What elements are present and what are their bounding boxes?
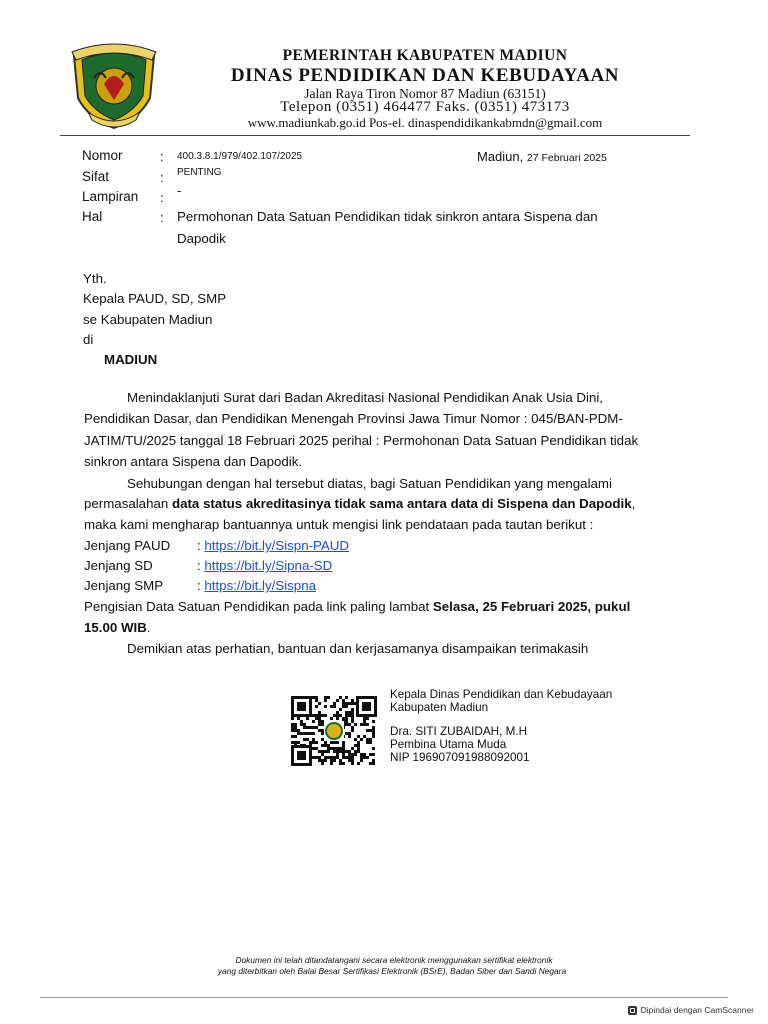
sifat-value: PENTING (177, 167, 222, 178)
link-sep: : (197, 578, 205, 593)
lampiran-value: - (177, 183, 182, 198)
addressee-to: Kepala PAUD, SD, SMP (83, 291, 227, 306)
deadline-text: Pengisian Data Satuan Pendidikan pada link paling lambat (84, 599, 433, 614)
letterhead-divider (60, 135, 690, 136)
esign-note-line1: Dokumen ini telah ditandatangani secara elektronik menggunakan sertifikat elektronik (235, 955, 553, 965)
paragraph2-line2 (84, 496, 635, 511)
signer-rank: Pembina Utama Muda (390, 738, 507, 751)
link-label: Jenjang SD (84, 558, 153, 573)
addressee-yth: Yth. (83, 271, 107, 286)
link-row-paud (84, 538, 349, 553)
link-row-smp (84, 578, 316, 593)
link-label: Jenjang PAUD (84, 538, 171, 553)
nomor-label: Nomor (82, 148, 123, 163)
letterhead-web-email: www.madiunkab.go.id Pos-el. dinaspendidikankabmdn@gmail.com (247, 115, 603, 130)
letter-date: 27 Februari 2025 (526, 152, 607, 164)
signature-qr-code (291, 696, 377, 766)
addressee-di: di (83, 332, 94, 347)
paragraph1-line4: sinkron antara Sispena dan Dapodik. (84, 454, 303, 469)
lampiran-label: Lampiran (82, 189, 139, 204)
letterhead-phone: Telepon (0351) 464477 Faks. (0351) 473173 (280, 99, 570, 115)
sifat-label: Sifat (82, 169, 110, 184)
esign-note-line2: yang diterbitkan oleh Balai Besar Sertifikasi Elektronik (BSrE), Badan Siber dan Sandi Negara (217, 966, 567, 976)
place: Madiun, (477, 149, 524, 164)
link-label: Jenjang SMP (84, 578, 164, 593)
letterhead-government: PEMERINTAH KABUPATEN MADIUN (282, 47, 568, 64)
closing-line: Demikian atas perhatian, bantuan dan kerjasamanya disampaikan terimakasih (127, 641, 589, 656)
camscanner-icon (628, 1006, 637, 1015)
camscanner-watermark (628, 1005, 754, 1015)
paragraph1-line1: Menindaklanjuti Surat dari Badan Akreditasi Nasional Pendidikan Anak Usia Dini, (127, 390, 604, 405)
signer-nip: NIP 196907091988092001 (390, 751, 530, 764)
lampiran-colon: : (160, 190, 164, 205)
deadline-period: . (146, 620, 151, 635)
paragraph2-emphasis: data status akreditasinya tidak sama antara data di Sispena dan Dapodik (171, 496, 632, 511)
link-sep: : (197, 538, 205, 553)
paragraph1-line3: JATIM/TU/2025 tanggal 18 Februari 2025 perihal : Permohonan Data Satuan Pendidikan tidak (84, 433, 639, 448)
footer-divider (40, 997, 728, 998)
hal-colon: : (160, 210, 164, 225)
signer-title-line1: Kepala Dinas Pendidikan dan Kebudayaan (390, 688, 613, 701)
paragraph1-line2: Pendidikan Dasar, dan Pendidikan Menengah Provinsi Jawa Timur Nomor : 045/BAN-PDM- (84, 411, 623, 426)
signer-title-line2: Kabupaten Madiun (390, 701, 489, 714)
hal-value-line1: Permohonan Data Satuan Pendidikan tidak sinkron antara Sispena dan (177, 209, 598, 224)
deadline-line2 (84, 620, 151, 635)
letterhead-address: Jalan Raya Tiron Nomor 87 Madiun (63151) (304, 86, 546, 101)
sifat-colon: : (160, 170, 164, 185)
link-smp[interactable]: https://bit.ly/Sispna (204, 578, 316, 593)
kabupaten-madiun-logo (66, 38, 162, 130)
link-sep: : (197, 558, 205, 573)
addressee-city: MADIUN (104, 352, 158, 367)
deadline-date: Selasa, 25 Februari 2025, pukul (432, 599, 631, 614)
link-paud[interactable]: https://bit.ly/Sispn-PAUD (204, 538, 349, 553)
camscanner-text: Dipindai dengan CamScanner (640, 1005, 754, 1015)
nomor-colon: : (160, 149, 164, 164)
hal-value-line2: Dapodik (177, 231, 226, 246)
deadline-time: 15.00 WIB (84, 620, 147, 635)
paragraph2-text: permasalahan (84, 496, 172, 511)
paragraph2-line1: Sehubungan dengan hal tersebut diatas, bagi Satuan Pendidikan yang mengalami (127, 476, 612, 491)
link-sd[interactable]: https://bit.ly/Sipna-SD (204, 558, 333, 573)
paragraph2-comma: , (631, 496, 636, 511)
nomor-value: 400.3.8.1/979/402.107/2025 (177, 151, 303, 162)
addressee-region: se Kabupaten Madiun (83, 312, 213, 327)
paragraph2-line3: maka kami mengharap bantuannya untuk mengisi link pendataan pada tautan berikut : (84, 517, 594, 532)
signer-name: Dra. SITI ZUBAIDAH, M.H (390, 725, 528, 738)
hal-label: Hal (82, 209, 103, 224)
link-row-sd (84, 558, 332, 573)
place-date (477, 149, 607, 164)
letterhead-agency: DINAS PENDIDIKAN DAN KEBUDAYAAN (230, 65, 620, 86)
deadline-line1 (84, 599, 630, 614)
